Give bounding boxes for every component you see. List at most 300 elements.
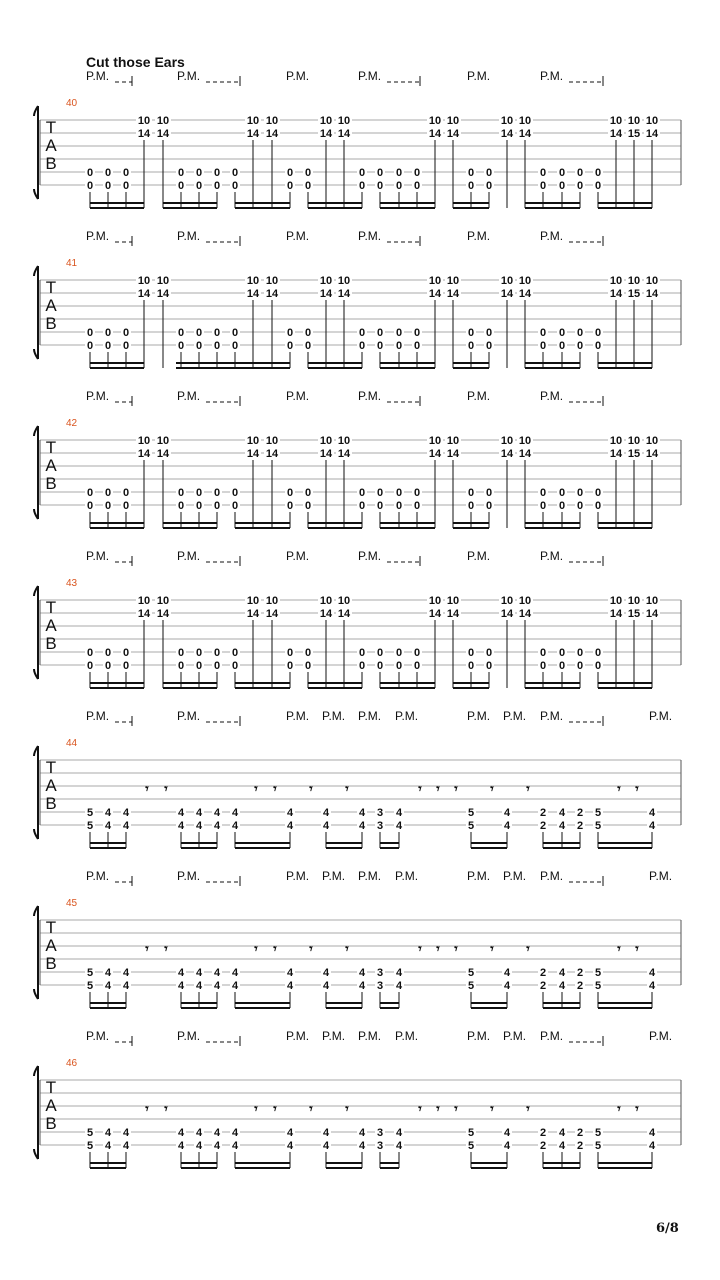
fret-number: 0 [539, 180, 547, 192]
beam-line [598, 207, 652, 209]
fret-number: 4 [558, 967, 566, 979]
tab-clef-letter: B [45, 794, 57, 813]
fret-number: 10 [609, 595, 623, 607]
fret-number: 0 [86, 327, 94, 339]
fret-number: 4 [322, 980, 330, 992]
tab-clef-letter: T [45, 758, 57, 777]
palm-mute-label: P.M. [649, 869, 673, 883]
fret-number: 14 [645, 448, 659, 460]
beam-line [235, 1162, 290, 1164]
palm-mute-label: P.M. [467, 869, 491, 883]
fret-number: 0 [231, 327, 239, 339]
fret-number: 0 [576, 340, 584, 352]
sixteenth-rest: 𝄾 [436, 781, 440, 796]
measure-number: 45 [66, 898, 78, 909]
fret-number: 0 [395, 500, 403, 512]
fret-number: 4 [395, 980, 403, 992]
tab-system [34, 869, 681, 1009]
fret-number: 4 [213, 1140, 221, 1152]
beam-line [543, 842, 580, 844]
fret-number: 4 [122, 1127, 130, 1139]
sixteenth-rest: 𝄾 [164, 1101, 168, 1116]
fret-number: 0 [86, 487, 94, 499]
beam-line [235, 362, 290, 364]
fret-number: 0 [467, 487, 475, 499]
fret-number: 10 [627, 115, 641, 127]
beam-line [235, 202, 290, 204]
beam-line [543, 1002, 580, 1004]
fret-number: 0 [467, 180, 475, 192]
fret-number: 4 [195, 820, 203, 832]
fret-number: 0 [558, 660, 566, 672]
fret-number: 4 [558, 1127, 566, 1139]
fret-number: 4 [213, 820, 221, 832]
fret-number: 4 [104, 1140, 112, 1152]
beam-line [308, 682, 362, 684]
fret-number: 0 [286, 487, 294, 499]
fret-number: 0 [286, 327, 294, 339]
palm-mute-label: P.M. [395, 1029, 419, 1043]
fret-number: 0 [86, 647, 94, 659]
fret-number: 10 [265, 115, 279, 127]
fret-number: 0 [122, 487, 130, 499]
beam-line [453, 687, 489, 689]
fret-number: 2 [539, 967, 547, 979]
fret-number: 14 [246, 608, 260, 620]
fret-number: 4 [122, 980, 130, 992]
fret-number: 0 [358, 660, 366, 672]
fret-number: 5 [86, 807, 94, 819]
beam-line [308, 687, 362, 689]
fret-number: 4 [286, 807, 294, 819]
tab-system [34, 1029, 681, 1169]
fret-number: 14 [246, 448, 260, 460]
fret-number: 14 [446, 288, 460, 300]
palm-mute-label: P.M. [358, 709, 382, 723]
fret-number: 0 [485, 180, 493, 192]
fret-number: 4 [322, 1127, 330, 1139]
fret-number: 4 [195, 807, 203, 819]
fret-number: 10 [428, 595, 442, 607]
fret-number: 0 [286, 647, 294, 659]
fret-number: 0 [195, 647, 203, 659]
fret-number: 0 [539, 500, 547, 512]
tab-system [34, 549, 681, 689]
fret-number: 0 [467, 500, 475, 512]
sixteenth-rest: 𝄾 [617, 781, 621, 796]
fret-number: 0 [376, 647, 384, 659]
beam-line [380, 1167, 399, 1169]
fret-number: 5 [86, 967, 94, 979]
fret-number: 0 [594, 500, 602, 512]
fret-number: 10 [246, 115, 260, 127]
palm-mute-label: P.M. [467, 229, 491, 243]
fret-number: 5 [594, 967, 602, 979]
fret-number: 4 [503, 820, 511, 832]
fret-number: 14 [645, 608, 659, 620]
fret-number: 0 [558, 167, 566, 179]
fret-number: 10 [137, 275, 151, 287]
fret-number: 4 [558, 807, 566, 819]
beam-line [90, 527, 144, 529]
fret-number: 0 [304, 340, 312, 352]
beam-line [525, 687, 580, 689]
fret-number: 10 [446, 595, 460, 607]
fret-number: 4 [286, 1140, 294, 1152]
tab-clef-letter: A [45, 1096, 57, 1115]
beam-line [598, 367, 652, 369]
fret-number: 3 [376, 807, 384, 819]
fret-number: 5 [594, 807, 602, 819]
fret-number: 4 [648, 820, 656, 832]
fret-number: 4 [104, 1127, 112, 1139]
fret-number: 0 [231, 487, 239, 499]
palm-mute-label: P.M. [358, 549, 382, 563]
fret-number: 4 [177, 820, 185, 832]
fret-number: 15 [627, 288, 641, 300]
fret-number: 3 [376, 1127, 384, 1139]
beam-line [453, 527, 489, 529]
fret-number: 0 [413, 180, 421, 192]
fret-number: 0 [485, 487, 493, 499]
beam-line [90, 362, 144, 364]
fret-number: 5 [86, 820, 94, 832]
beam-line [525, 522, 580, 524]
fret-number: 0 [395, 180, 403, 192]
fret-number: 0 [213, 647, 221, 659]
fret-number: 0 [304, 647, 312, 659]
beam-line [453, 362, 489, 364]
fret-number: 4 [286, 820, 294, 832]
fret-number: 3 [376, 967, 384, 979]
fret-number: 0 [376, 340, 384, 352]
fret-number: 0 [485, 167, 493, 179]
tab-clef-letter: T [45, 598, 57, 617]
beam-line [525, 527, 580, 529]
fret-number: 0 [594, 327, 602, 339]
beam-line [235, 682, 290, 684]
fret-number: 0 [539, 487, 547, 499]
fret-number: 10 [337, 595, 351, 607]
fret-number: 0 [539, 327, 547, 339]
sixteenth-rest: 𝄾 [309, 941, 313, 956]
beam-line [235, 1007, 290, 1009]
fret-number: 4 [195, 1127, 203, 1139]
sixteenth-rest: 𝄾 [436, 941, 440, 956]
palm-mute-label: P.M. [177, 869, 201, 883]
fret-number: 0 [195, 487, 203, 499]
beam-line [308, 362, 362, 364]
fret-number: 0 [231, 660, 239, 672]
palm-mute-label: P.M. [503, 869, 527, 883]
fret-number: 0 [576, 327, 584, 339]
fret-number: 0 [104, 500, 112, 512]
fret-number: 4 [648, 807, 656, 819]
fret-number: 4 [558, 820, 566, 832]
fret-number: 0 [86, 180, 94, 192]
beam-line [90, 687, 144, 689]
beam-line [598, 362, 652, 364]
fret-number: 0 [86, 340, 94, 352]
fret-number: 0 [231, 340, 239, 352]
fret-number: 10 [645, 275, 659, 287]
fret-number: 0 [86, 167, 94, 179]
palm-mute-label: P.M. [177, 229, 201, 243]
fret-number: 4 [322, 807, 330, 819]
fret-number: 0 [177, 340, 185, 352]
fret-number: 0 [104, 327, 112, 339]
fret-number: 14 [645, 128, 659, 140]
system-bracket [34, 1066, 38, 1159]
beam-line [471, 847, 507, 849]
tab-clef-letter: B [45, 314, 57, 333]
fret-number: 10 [609, 115, 623, 127]
palm-mute-label: P.M. [395, 709, 419, 723]
fret-number: 4 [195, 1140, 203, 1152]
palm-mute-label: P.M. [540, 709, 564, 723]
fret-number: 0 [122, 660, 130, 672]
beam-line [543, 1007, 580, 1009]
fret-number: 0 [558, 487, 566, 499]
beam-line [90, 682, 144, 684]
fret-number: 0 [413, 500, 421, 512]
beam-line [453, 522, 489, 524]
palm-mute-label: P.M. [86, 69, 110, 83]
fret-number: 0 [594, 660, 602, 672]
beam-line [471, 842, 507, 844]
fret-number: 4 [395, 820, 403, 832]
fret-number: 0 [122, 167, 130, 179]
fret-number: 4 [286, 967, 294, 979]
fret-number: 14 [428, 128, 442, 140]
beam-line [181, 847, 217, 849]
beam-line [235, 527, 290, 529]
sixteenth-rest: 𝄾 [254, 941, 258, 956]
fret-number: 3 [376, 980, 384, 992]
fret-number: 0 [467, 647, 475, 659]
sixteenth-rest: 𝄾 [617, 941, 621, 956]
sixteenth-rest: 𝄾 [273, 941, 277, 956]
measure-number: 44 [66, 738, 78, 749]
fret-number: 10 [500, 115, 514, 127]
fret-number: 4 [104, 820, 112, 832]
beam-line [471, 1002, 507, 1004]
fret-number: 0 [467, 660, 475, 672]
fret-number: 4 [395, 967, 403, 979]
palm-mute-label: P.M. [649, 709, 673, 723]
sixteenth-rest: 𝄾 [490, 1101, 494, 1116]
beam-line [90, 1167, 126, 1169]
fret-number: 0 [358, 487, 366, 499]
fret-number: 0 [231, 500, 239, 512]
fret-number: 2 [539, 1127, 547, 1139]
fret-number: 4 [231, 1127, 239, 1139]
palm-mute-label: P.M. [286, 709, 310, 723]
fret-number: 14 [156, 128, 170, 140]
measure-number: 43 [66, 578, 78, 589]
fret-number: 0 [86, 500, 94, 512]
fret-number: 4 [395, 1127, 403, 1139]
fret-number: 0 [104, 660, 112, 672]
beam-line [308, 527, 362, 529]
fret-number: 4 [195, 980, 203, 992]
fret-number: 0 [195, 500, 203, 512]
fret-number: 14 [609, 448, 623, 460]
fret-number: 4 [648, 967, 656, 979]
fret-number: 4 [177, 1140, 185, 1152]
fret-number: 0 [304, 180, 312, 192]
fret-number: 10 [609, 435, 623, 447]
fret-number: 4 [503, 1140, 511, 1152]
beam-line [308, 202, 362, 204]
beam-line [235, 1167, 290, 1169]
fret-number: 0 [558, 327, 566, 339]
fret-number: 0 [376, 167, 384, 179]
fret-number: 2 [539, 1140, 547, 1152]
beam-line [380, 1007, 399, 1009]
fret-number: 14 [137, 448, 151, 460]
sixteenth-rest: 𝄾 [273, 1101, 277, 1116]
system-bracket [34, 906, 38, 999]
fret-number: 14 [137, 608, 151, 620]
fret-number: 0 [395, 167, 403, 179]
fret-number: 4 [213, 980, 221, 992]
fret-number: 2 [576, 807, 584, 819]
fret-number: 0 [231, 180, 239, 192]
palm-mute-label: P.M. [503, 1029, 527, 1043]
fret-number: 5 [467, 967, 475, 979]
fret-number: 0 [177, 500, 185, 512]
fret-number: 15 [627, 128, 641, 140]
fret-number: 0 [213, 180, 221, 192]
fret-number: 4 [177, 807, 185, 819]
beam-line [525, 207, 580, 209]
fret-number: 0 [104, 487, 112, 499]
fret-number: 0 [177, 327, 185, 339]
fret-number: 14 [265, 128, 279, 140]
palm-mute-label: P.M. [358, 69, 382, 83]
fret-number: 2 [576, 1127, 584, 1139]
beam-line [380, 1162, 399, 1164]
sixteenth-rest: 𝄾 [436, 1101, 440, 1116]
tab-clef-letter: A [45, 456, 57, 475]
fret-number: 0 [576, 180, 584, 192]
beam-line [326, 1162, 362, 1164]
fret-number: 0 [594, 180, 602, 192]
tab-system [34, 69, 681, 209]
fret-number: 0 [358, 167, 366, 179]
fret-number: 0 [195, 340, 203, 352]
fret-number: 4 [286, 1127, 294, 1139]
fret-number: 14 [319, 128, 333, 140]
palm-mute-label: P.M. [86, 389, 110, 403]
tab-clef-letter: B [45, 954, 57, 973]
fret-number: 3 [376, 1140, 384, 1152]
fret-number: 0 [358, 340, 366, 352]
fret-number: 14 [609, 608, 623, 620]
beam-line [380, 1002, 399, 1004]
fret-number: 0 [539, 340, 547, 352]
fret-number: 0 [376, 500, 384, 512]
sixteenth-rest: 𝄾 [254, 1101, 258, 1116]
fret-number: 0 [231, 647, 239, 659]
beam-line [598, 682, 652, 684]
fret-number: 10 [156, 435, 170, 447]
fret-number: 4 [358, 1140, 366, 1152]
fret-number: 10 [428, 275, 442, 287]
tab-clef-letter: A [45, 136, 57, 155]
tab-clef-letter: A [45, 936, 57, 955]
fret-number: 4 [177, 980, 185, 992]
palm-mute-label: P.M. [540, 69, 564, 83]
beam-line [235, 207, 290, 209]
fret-number: 14 [446, 608, 460, 620]
fret-number: 0 [395, 660, 403, 672]
fret-number: 0 [177, 647, 185, 659]
palm-mute-label: P.M. [86, 709, 110, 723]
fret-number: 10 [518, 595, 532, 607]
fret-number: 4 [358, 980, 366, 992]
fret-number: 14 [246, 288, 260, 300]
fret-number: 0 [358, 327, 366, 339]
beam-line [598, 1167, 652, 1169]
sixteenth-rest: 𝄾 [635, 941, 639, 956]
beam-line [163, 687, 217, 689]
sixteenth-rest: 𝄾 [617, 1101, 621, 1116]
fret-number: 14 [428, 448, 442, 460]
palm-mute-label: P.M. [358, 869, 382, 883]
tab-clef-letter: T [45, 438, 57, 457]
beam-line [308, 207, 362, 209]
fret-number: 2 [539, 807, 547, 819]
beam-line [380, 362, 435, 364]
sixteenth-rest: 𝄾 [164, 941, 168, 956]
sixteenth-rest: 𝄾 [635, 781, 639, 796]
fret-number: 10 [246, 275, 260, 287]
fret-number: 0 [395, 487, 403, 499]
fret-number: 10 [137, 435, 151, 447]
fret-number: 4 [213, 807, 221, 819]
fret-number: 0 [213, 327, 221, 339]
fret-number: 10 [518, 275, 532, 287]
beam-line [326, 1167, 362, 1169]
fret-number: 10 [500, 595, 514, 607]
beam-line [380, 207, 435, 209]
fret-number: 0 [122, 500, 130, 512]
tab-clef-letter: T [45, 918, 57, 937]
fret-number: 4 [104, 807, 112, 819]
fret-number: 10 [609, 275, 623, 287]
fret-number: 0 [485, 340, 493, 352]
fret-number: 0 [576, 647, 584, 659]
tab-clef-letter: B [45, 154, 57, 173]
fret-number: 4 [358, 820, 366, 832]
fret-number: 0 [413, 487, 421, 499]
fret-number: 0 [395, 647, 403, 659]
fret-number: 0 [467, 327, 475, 339]
beam-line [380, 367, 435, 369]
fret-number: 5 [467, 1127, 475, 1139]
beam-line [453, 207, 489, 209]
fret-number: 10 [645, 435, 659, 447]
fret-number: 4 [358, 1127, 366, 1139]
beam-line [598, 842, 652, 844]
fret-number: 10 [337, 275, 351, 287]
fret-number: 0 [213, 487, 221, 499]
beam-line [90, 202, 144, 204]
fret-number: 5 [594, 1127, 602, 1139]
fret-number: 14 [337, 608, 351, 620]
